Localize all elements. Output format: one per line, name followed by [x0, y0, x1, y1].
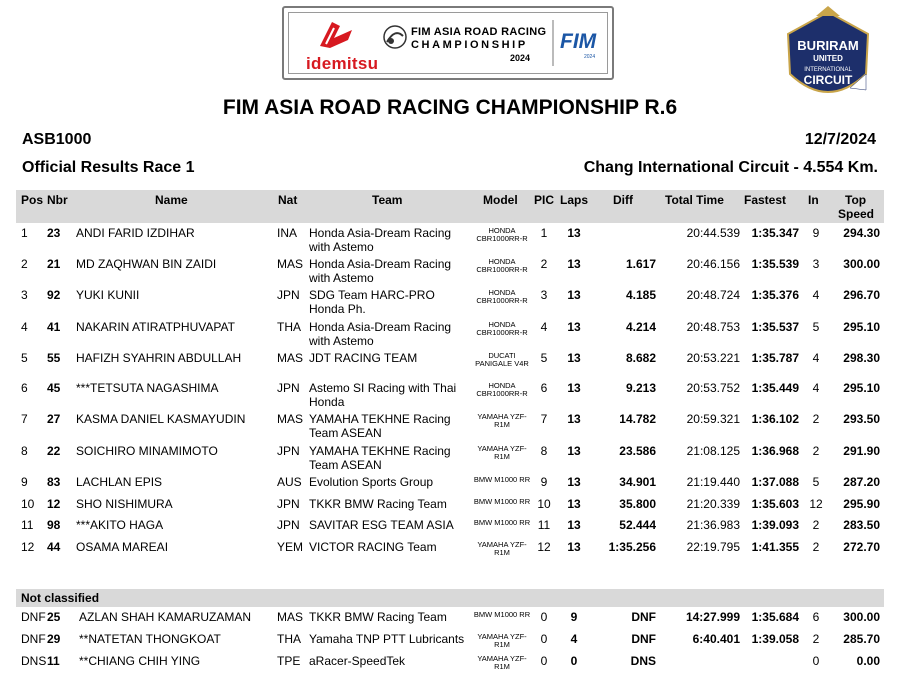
cell-nat: THA — [277, 632, 301, 646]
cell-fast: 1:35.376 — [751, 288, 799, 302]
cell-pos: DNF — [21, 632, 46, 646]
cell-pos: 6 — [21, 381, 28, 395]
cell-team: YAMAHA TEKHNE Racing Team ASEAN — [309, 444, 451, 472]
cell-model: BMW M1000 RR — [473, 518, 531, 527]
cell-nat: INA — [277, 226, 298, 240]
cell-total: 20:53.752 — [686, 381, 740, 395]
cell-name: YUKI KUNII — [76, 288, 140, 302]
cell-nat: JPN — [277, 381, 300, 395]
cell-pos: DNS — [21, 654, 47, 668]
cell-model: HONDA CBR1000RR-R — [476, 288, 528, 305]
cell-top: 293.50 — [843, 412, 880, 426]
cell-diff: DNF — [631, 610, 656, 624]
cell-model: BMW M1000 RR — [473, 475, 531, 484]
cell-name: **NATETAN THONGKOAT — [79, 632, 221, 646]
cell-name: ***AKITO HAGA — [76, 518, 164, 532]
cell-nat: TPE — [277, 654, 301, 668]
cell-top: 295.90 — [843, 497, 880, 511]
cell-pic: 0 — [540, 654, 548, 668]
buriram-circuit-logo-icon — [780, 4, 876, 108]
cell-team: Honda Asia-Dream Racing with Astemo — [309, 226, 452, 254]
cell-top: 296.70 — [843, 288, 880, 302]
cell-total: 20:53.221 — [686, 351, 740, 365]
cell-nbr: 23 — [47, 226, 61, 240]
cell-nat: JPN — [277, 288, 300, 302]
cell-total: 21:36.983 — [686, 518, 740, 532]
logo-line4: CIRCUIT — [803, 73, 853, 87]
champ-year: 2024 — [510, 53, 531, 63]
cell-laps: 4 — [570, 632, 578, 646]
cell-fast: 1:39.058 — [751, 632, 799, 646]
cell-pos: 12 — [21, 540, 35, 554]
cell-name: HAFIZH SYAHRIN ABDULLAH — [76, 351, 242, 365]
cell-fast: 1:35.684 — [751, 610, 799, 624]
cell-pos: 5 — [21, 351, 28, 365]
cell-total: 20:48.753 — [686, 320, 740, 334]
cell-pic: 4 — [540, 320, 548, 334]
cell-nbr: 44 — [47, 540, 61, 554]
col-model: Model — [483, 193, 518, 207]
cell-total: 20:48.724 — [686, 288, 740, 302]
col-name: Name — [155, 193, 188, 207]
cell-total: 21:08.125 — [686, 444, 740, 458]
cell-total: 20:46.156 — [686, 257, 740, 271]
cell-top: 285.70 — [843, 632, 880, 646]
cell-in: 0 — [812, 654, 820, 668]
cell-model: YAMAHA YZF-R1M — [477, 444, 527, 461]
cell-team: SAVITAR ESG TEAM ASIA — [309, 518, 454, 532]
col-nat: Nat — [278, 193, 298, 207]
cell-total: 20:59.321 — [686, 412, 740, 426]
cell-diff: 9.213 — [625, 381, 656, 395]
class-label: ASB1000 — [22, 131, 92, 148]
cell-total: 6:40.401 — [692, 632, 740, 646]
cell-diff: 14.782 — [619, 412, 656, 426]
cell-team: Astemo SI Racing with Thai Honda — [309, 381, 457, 409]
cell-pic: 1 — [540, 226, 548, 240]
cell-name: KASMA DANIEL KASMAYUDIN — [76, 412, 246, 426]
col-pic: PIC — [534, 193, 555, 207]
cell-team: JDT RACING TEAM — [309, 351, 418, 365]
cell-nbr: 92 — [47, 288, 61, 302]
cell-pic: 10 — [537, 497, 551, 511]
results-table-header — [16, 190, 884, 223]
cell-nat: JPN — [277, 444, 300, 458]
cell-team: SDG Team HARC-PRO Honda Ph. — [309, 288, 435, 316]
cell-name: OSAMA MAREAI — [76, 540, 169, 554]
cell-fast: 1:39.093 — [751, 518, 799, 532]
cell-fast: 1:41.355 — [751, 540, 799, 554]
cell-nbr: 55 — [47, 351, 61, 365]
cell-laps: 13 — [567, 257, 581, 271]
col-fastest: Fastest — [744, 193, 787, 207]
cell-pos: 7 — [21, 412, 28, 426]
cell-fast: 1:35.539 — [751, 257, 799, 271]
cell-diff: 4.185 — [625, 288, 656, 302]
cell-fast: 1:35.603 — [751, 497, 799, 511]
cell-nat: JPN — [277, 497, 300, 511]
not-classified-header — [16, 589, 884, 607]
cell-model: HONDA CBR1000RR-R — [476, 381, 528, 398]
logo-line2: UNITED — [813, 54, 843, 63]
cell-team: YAMAHA TEKHNE Racing Team ASEAN — [309, 412, 451, 440]
cell-top: 0.00 — [856, 654, 880, 668]
cell-model: BMW M1000 RR — [473, 610, 531, 619]
col-in: In — [808, 193, 819, 207]
cell-name: MD ZAQHWAN BIN ZAIDI — [76, 257, 217, 271]
cell-in: 6 — [812, 610, 820, 624]
cell-in: 2 — [812, 540, 820, 554]
cell-name: ***TETSUTA NAGASHIMA — [76, 381, 219, 395]
cell-name: SHO NISHIMURA — [76, 497, 173, 511]
col-pos: Pos — [21, 193, 44, 207]
cell-laps: 13 — [567, 351, 581, 365]
cell-pic: 2 — [540, 257, 548, 271]
cell-pic: 5 — [540, 351, 548, 365]
sponsor-name: idemitsu — [306, 54, 379, 73]
fim-year: 2024 — [584, 54, 596, 60]
cell-fast: 1:35.449 — [751, 381, 799, 395]
cell-model: HONDA CBR1000RR-R — [476, 226, 528, 243]
cell-nat: MAS — [277, 610, 304, 624]
cell-model: YAMAHA YZF-R1M — [477, 654, 527, 671]
cell-pic: 0 — [540, 610, 548, 624]
cell-team: Yamaha TNP PTT Lubricants — [309, 632, 465, 646]
cell-pos: 1 — [21, 226, 28, 240]
cell-pic: 6 — [540, 381, 548, 395]
circuit-name: Chang International Circuit - 4.554 Km. — [583, 159, 878, 176]
cell-pos: 11 — [21, 518, 34, 532]
cell-laps: 13 — [567, 540, 581, 554]
cell-in: 4 — [812, 381, 820, 395]
champ-line2: CHAMPIONSHIP — [411, 39, 528, 51]
header-banner — [282, 6, 614, 80]
cell-nat: AUS — [277, 475, 302, 489]
cell-pos: 8 — [21, 444, 28, 458]
cell-model: YAMAHA YZF-R1M — [477, 412, 527, 429]
cell-name: ANDI FARID IZDIHAR — [76, 226, 195, 240]
cell-diff: 23.586 — [619, 444, 656, 458]
cell-pic: 3 — [540, 288, 548, 302]
cell-model: YAMAHA YZF-R1M — [477, 540, 527, 557]
cell-in: 3 — [812, 257, 820, 271]
rider-icon — [382, 24, 408, 50]
cell-in: 4 — [812, 288, 820, 302]
cell-nat: YEM — [277, 540, 304, 554]
fim-logo: FIM — [560, 30, 597, 53]
cell-pos: 9 — [21, 475, 28, 489]
cell-in: 2 — [812, 444, 820, 458]
cell-fast: 1:35.347 — [751, 226, 799, 240]
cell-team: aRacer-SpeedTek — [309, 654, 406, 668]
cell-team: Honda Asia-Dream Racing with Astemo — [309, 257, 452, 285]
col-diff: Diff — [613, 193, 633, 207]
col-speed: Speed — [838, 207, 875, 221]
cell-top: 298.30 — [843, 351, 880, 365]
cell-model: DUCATI PANIGALE V4R — [475, 351, 529, 368]
cell-fast: 1:35.787 — [751, 351, 799, 365]
cell-nbr: 27 — [47, 412, 61, 426]
cell-top: 287.20 — [843, 475, 880, 489]
cell-pos: DNF — [21, 610, 46, 624]
cell-in: 2 — [812, 632, 820, 646]
cell-team: TKKR BMW Racing Team — [309, 610, 447, 624]
cell-diff: 1:35.256 — [608, 540, 656, 554]
cell-name: SOICHIRO MINAMIMOTO — [76, 444, 218, 458]
cell-laps: 13 — [567, 444, 581, 458]
cell-total: 14:27.999 — [685, 610, 740, 624]
cell-pos: 2 — [21, 257, 28, 271]
cell-laps: 13 — [567, 518, 581, 532]
cell-nat: MAS — [277, 351, 304, 365]
champ-line1: FIM ASIA ROAD RACING — [411, 26, 547, 38]
idemitsu-logo-icon — [312, 18, 356, 52]
col-nbr: Nbr — [47, 193, 68, 207]
cell-name: LACHLAN EPIS — [76, 475, 163, 489]
cell-pos: 4 — [21, 320, 28, 334]
cell-in: 5 — [812, 475, 820, 489]
cell-nbr: 25 — [47, 610, 61, 624]
cell-model: HONDA CBR1000RR-R — [476, 257, 528, 274]
cell-fast: 1:36.968 — [751, 444, 799, 458]
cell-fast: 1:36.102 — [751, 412, 799, 426]
cell-nat: JPN — [277, 518, 300, 532]
cell-top: 283.50 — [843, 518, 880, 532]
cell-top: 294.30 — [843, 226, 880, 240]
cell-pic: 11 — [537, 518, 551, 532]
cell-total: 20:44.539 — [686, 226, 740, 240]
logo-line3: INTERNATIONAL — [804, 67, 852, 73]
col-top: Top — [845, 193, 867, 207]
race-date: 12/7/2024 — [804, 131, 876, 148]
cell-name: **CHIANG CHIH YING — [79, 654, 201, 668]
cell-nbr: 29 — [47, 632, 61, 646]
cell-top: 300.00 — [843, 610, 880, 624]
cell-top: 295.10 — [843, 320, 880, 334]
cell-pos: 10 — [21, 497, 35, 511]
results-subtitle: Official Results Race 1 — [22, 159, 195, 176]
cell-nbr: 98 — [47, 518, 61, 532]
cell-team: Evolution Sports Group — [309, 475, 434, 489]
cell-total: 21:20.339 — [686, 497, 740, 511]
cell-diff: 8.682 — [625, 351, 656, 365]
cell-model: YAMAHA YZF-R1M — [477, 632, 527, 649]
cell-diff: DNF — [631, 632, 656, 646]
cell-nbr: 45 — [47, 381, 61, 395]
cell-laps: 13 — [567, 381, 581, 395]
cell-pic: 7 — [540, 412, 548, 426]
cell-laps: 0 — [570, 654, 578, 668]
cell-team: Honda Asia-Dream Racing with Astemo — [309, 320, 452, 348]
cell-nbr: 11 — [47, 654, 60, 668]
cell-in: 9 — [812, 226, 820, 240]
col-total: Total Time — [665, 193, 724, 207]
cell-nbr: 21 — [47, 257, 61, 271]
cell-total: 22:19.795 — [686, 540, 740, 554]
cell-pos: 3 — [21, 288, 28, 302]
cell-laps: 13 — [567, 226, 581, 240]
cell-laps: 13 — [567, 475, 581, 489]
cell-nbr: 83 — [47, 475, 61, 489]
cell-laps: 9 — [570, 610, 578, 624]
cell-diff: 4.214 — [625, 320, 656, 334]
cell-nbr: 22 — [47, 444, 61, 458]
cell-in: 12 — [809, 497, 823, 511]
cell-laps: 13 — [567, 288, 581, 302]
cell-pic: 0 — [540, 632, 548, 646]
cell-fast: 1:37.088 — [751, 475, 799, 489]
cell-top: 295.10 — [843, 381, 880, 395]
cell-in: 2 — [812, 518, 820, 532]
col-team: Team — [372, 193, 403, 207]
page-title: FIM ASIA ROAD RACING CHAMPIONSHIP R.6 — [222, 96, 678, 119]
cell-diff: 34.901 — [619, 475, 656, 489]
cell-diff: DNS — [630, 654, 656, 668]
cell-in: 5 — [812, 320, 820, 334]
cell-fast: 1:35.537 — [751, 320, 799, 334]
cell-laps: 13 — [567, 412, 581, 426]
cell-pic: 9 — [540, 475, 548, 489]
cell-nat: THA — [277, 320, 301, 334]
cell-nbr: 41 — [47, 320, 61, 334]
cell-nat: MAS — [277, 412, 304, 426]
cell-in: 2 — [812, 412, 820, 426]
cell-name: NAKARIN ATIRATPHUVAPAT — [76, 320, 235, 334]
cell-pic: 8 — [540, 444, 548, 458]
cell-diff: 35.800 — [619, 497, 656, 511]
cell-diff: 52.444 — [619, 518, 656, 532]
cell-model: BMW M1000 RR — [473, 497, 531, 506]
cell-top: 272.70 — [843, 540, 880, 554]
col-laps: Laps — [560, 193, 589, 207]
cell-in: 4 — [812, 351, 820, 365]
logo-line1: BURIRAM — [797, 38, 859, 53]
cell-top: 300.00 — [843, 257, 880, 271]
cell-laps: 13 — [567, 497, 581, 511]
banner-divider — [552, 20, 554, 66]
cell-team: VICTOR RACING Team — [309, 540, 437, 554]
cell-total: 21:19.440 — [686, 475, 740, 489]
cell-team: TKKR BMW Racing Team — [309, 497, 447, 511]
cell-name: AZLAN SHAH KAMARUZAMAN — [79, 610, 252, 624]
cell-top: 291.90 — [843, 444, 880, 458]
cell-nbr: 12 — [47, 497, 61, 511]
not-classified-label: Not classified — [21, 591, 100, 605]
cell-diff: 1.617 — [625, 257, 656, 271]
cell-laps: 13 — [567, 320, 581, 334]
cell-model: HONDA CBR1000RR-R — [476, 320, 528, 337]
cell-pic: 12 — [537, 540, 551, 554]
cell-nat: MAS — [277, 257, 304, 271]
